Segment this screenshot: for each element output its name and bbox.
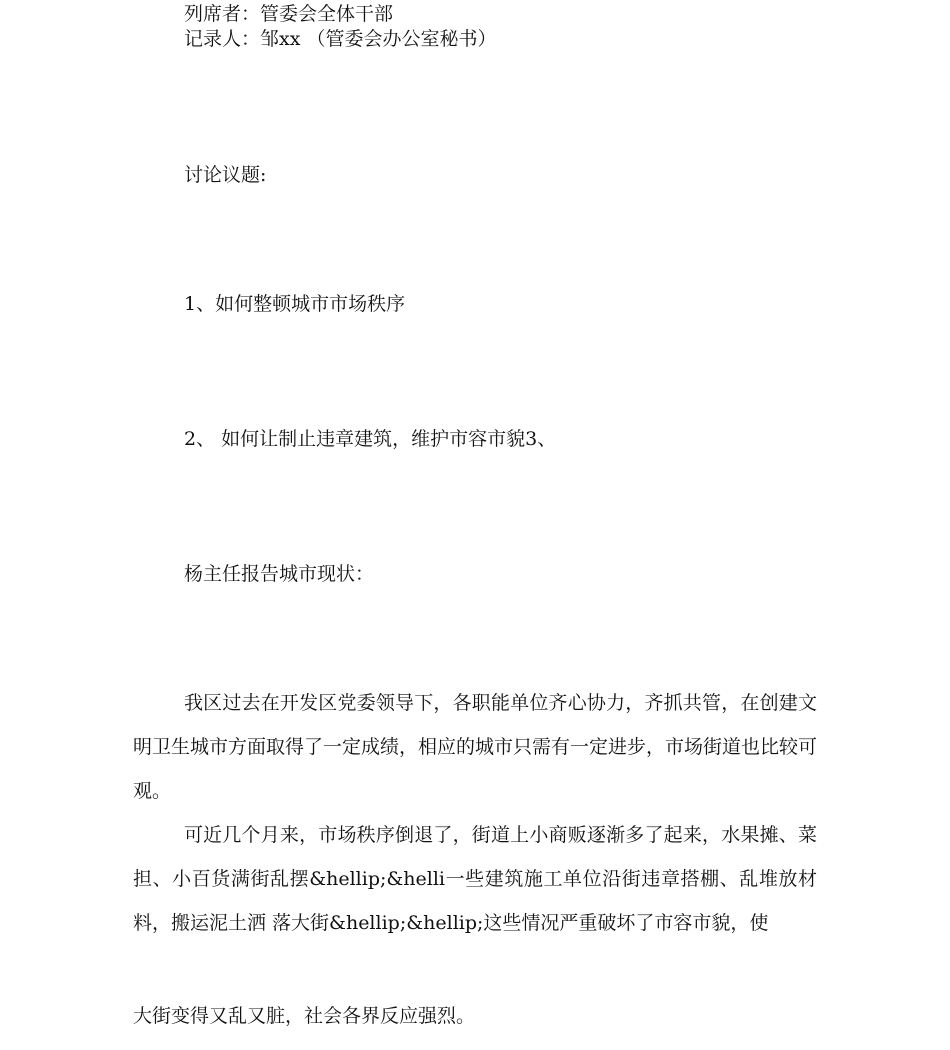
report-heading: 杨主任报告城市现状： [184,563,375,585]
agenda-heading: 讨论议题: [184,164,267,186]
recorder-line: 记录人：邹xx （管委会办公室秘书） [184,28,497,50]
report-paragraph-3: 大街变得又乱又脏，社会各界反应强烈。 [133,1005,476,1027]
attendees-line: 列席者：管委会全体干部 [184,3,394,25]
agenda-item-2: 2、 如何让制止违章建筑，维护市容市貌3、 [184,428,557,450]
report-paragraph-2: 可近几个月来，市场秩序倒退了，街道上小商贩逐渐多了起来，水果摊、菜担、小百货满街乱摆&hellip;&helli一些建筑施工单位沿街违章搭棚、乱堆放材料，搬运泥土洒 落大街&hellip;&hellip;这些情况严重破坏了市容市貌，使 [133,824,817,934]
report-paragraph-1: 我区过去在开发区党委领导下，各职能单位齐心协力，齐抓共管，在创建文明卫生城市方面取得了一定成绩，相应的城市只需有一定进步，市场街道也比较可观。 [133,692,818,802]
agenda-item-1: 1、如何整顿城市市场秩序 [184,293,406,315]
